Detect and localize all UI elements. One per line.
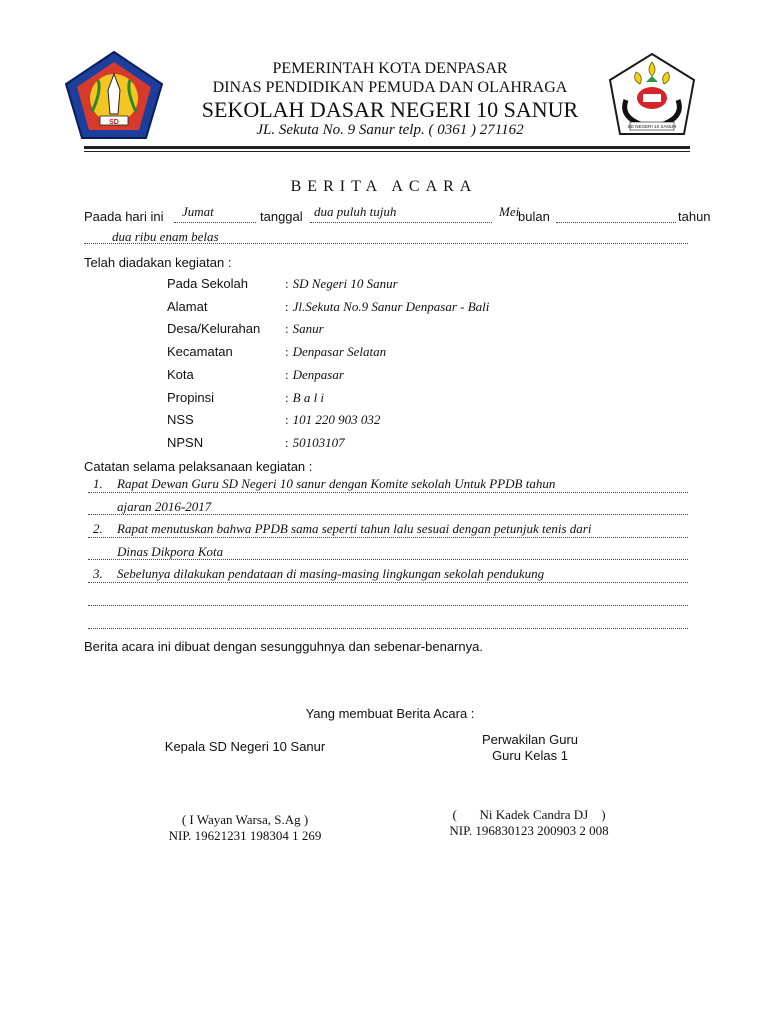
note-dotted-line xyxy=(88,582,688,583)
note-number: 1. xyxy=(93,476,103,491)
note-dotted-line xyxy=(88,492,688,493)
note-1-line-2: ajaran 2016-2017 xyxy=(117,499,212,514)
denpasar-emblem-logo xyxy=(62,50,166,140)
day-label: Paada hari ini xyxy=(84,209,164,224)
detail-colon: : xyxy=(285,435,289,450)
note-number: 3. xyxy=(93,566,103,581)
detail-value-row xyxy=(285,435,345,451)
note-dotted-line xyxy=(88,537,688,538)
detail-label: Desa/Kelurahan xyxy=(167,321,261,336)
header-government: PEMERINTAH KOTA DENPASAR xyxy=(272,60,508,77)
year-value: dua ribu enam belas xyxy=(112,229,219,244)
detail-value: Denpasar Selatan xyxy=(292,344,387,359)
logo-left-text: SD xyxy=(109,119,119,126)
notes-intro: Catatan selama pelaksanaan kegiatan : xyxy=(84,459,313,474)
detail-colon: : xyxy=(285,299,289,314)
right-signer-nip: NIP. 196830123 200903 2 008 xyxy=(449,823,609,838)
left-signer-nip: NIP. 19621231 198304 1 269 xyxy=(168,828,322,843)
logo-right-text: SD NEGERI 10 SANUR xyxy=(627,124,677,129)
detail-colon: : xyxy=(285,321,289,336)
detail-label: Kecamatan xyxy=(167,344,233,359)
detail-value-row xyxy=(285,321,324,337)
detail-label: Propinsi xyxy=(167,390,214,405)
detail-value: Sanur xyxy=(292,321,324,336)
note-dotted-line xyxy=(88,605,688,606)
detail-value-row xyxy=(285,367,344,383)
right-signer-title-1: Perwakilan Guru xyxy=(481,732,579,747)
detail-label: Pada Sekolah xyxy=(167,276,248,291)
detail-colon: : xyxy=(285,367,289,382)
left-signer-name: ( I Wayan Warsa, S.Ag ) xyxy=(181,812,309,827)
closing-statement: Berita acara ini dibuat dengan sesungguhnya dan sebenar-benarnya. xyxy=(84,639,483,654)
detail-value: SD Negeri 10 Sanur xyxy=(292,276,398,291)
date-label: tanggal xyxy=(260,209,303,224)
header-address: JL. Sekuta No. 9 Sanur telp. ( 0361 ) 271162 xyxy=(256,122,524,138)
detail-value: B a l i xyxy=(292,390,325,405)
detail-colon: : xyxy=(285,412,289,427)
note-2-line-2: Dinas Dikpora Kota xyxy=(117,544,224,559)
note-2-line-1: Rapat menutuskan bahwa PPDB sama seperti tahun lalu sesuai dengan petunjuk tenis dari xyxy=(117,521,592,536)
left-signer-title: Kepala SD Negeri 10 Sanur xyxy=(164,739,326,754)
detail-colon: : xyxy=(285,344,289,359)
header-department: DINAS PENDIDIKAN PEMUDA DAN OLAHRAGA xyxy=(212,79,568,96)
note-number: 2. xyxy=(93,521,103,536)
detail-label: Kota xyxy=(167,367,194,382)
detail-colon: : xyxy=(285,276,289,291)
activity-intro: Telah diadakan kegiatan : xyxy=(84,255,232,270)
header-rule-thick xyxy=(84,146,690,149)
header-school-name: SEKOLAH DASAR NEGERI 10 SANUR xyxy=(201,97,579,122)
signature-heading: Yang membuat Berita Acara : xyxy=(305,706,475,721)
detail-value-row xyxy=(285,412,380,428)
detail-value: Denpasar xyxy=(292,367,344,382)
detail-label: Alamat xyxy=(167,299,208,314)
detail-value: Jl.Sekuta No.9 Sanur Denpasar - Bali xyxy=(292,299,490,314)
detail-value-row xyxy=(285,299,489,315)
note-3-line-1: Sebelunya dilakukan pendataan di masing-masing lingkungan sekolah pendukung xyxy=(117,566,545,581)
month-value: Mei xyxy=(499,204,520,219)
document-title: BERITA ACARA xyxy=(290,178,478,195)
detail-label: NPSN xyxy=(167,435,204,450)
month-label: bulan xyxy=(518,209,550,224)
detail-value-row xyxy=(285,276,398,292)
year-label: tahun xyxy=(678,209,711,224)
detail-value: 101 220 903 032 xyxy=(292,412,381,427)
detail-value: 50103107 xyxy=(292,435,345,450)
note-dotted-line xyxy=(88,628,688,629)
header-rule-thin xyxy=(84,151,690,152)
detail-label: NSS xyxy=(167,412,194,427)
right-signer-title-2: Guru Kelas 1 xyxy=(492,748,568,763)
date-dotted-line xyxy=(310,222,492,223)
detail-colon: : xyxy=(285,390,289,405)
detail-value-row xyxy=(285,390,324,406)
day-value: Jumat xyxy=(182,204,214,219)
day-dotted-line xyxy=(174,222,256,223)
detail-value-row xyxy=(285,344,386,360)
date-value: dua puluh tujuh xyxy=(314,204,397,219)
note-1-line-1: Rapat Dewan Guru SD Negeri 10 sanur dengan Komite sekolah Untuk PPDB tahun xyxy=(117,476,556,491)
right-signer-name: ( Ni Kadek Candra DJ ) xyxy=(452,807,606,822)
month-dotted-line xyxy=(556,222,676,223)
